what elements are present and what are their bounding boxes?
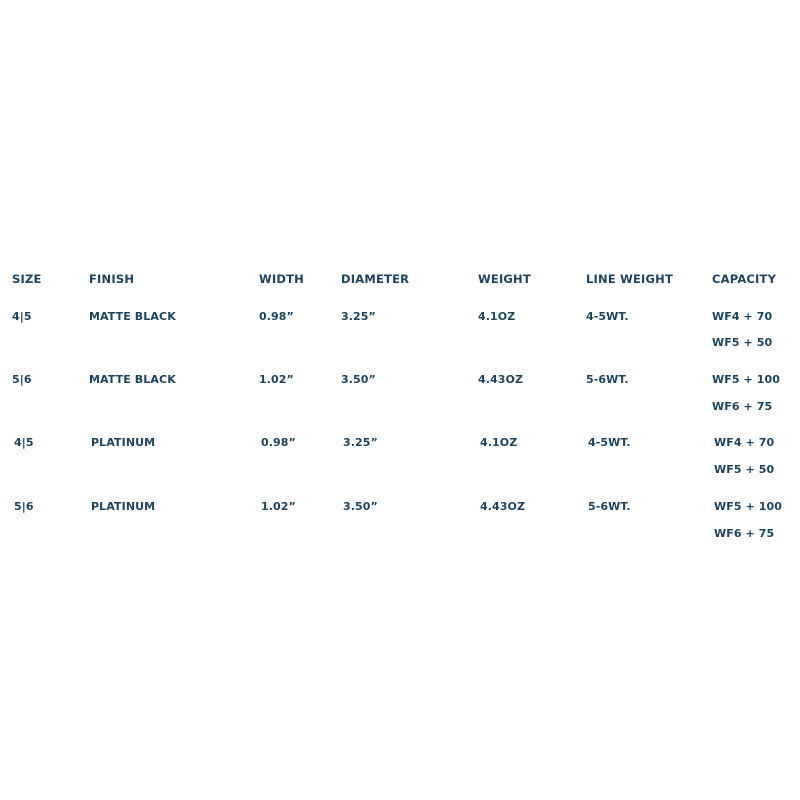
cell-diameter: 3.25” (343, 436, 378, 449)
cell-line-weight: 5-6WT. (588, 500, 631, 513)
header-capacity: CAPACITY (712, 272, 777, 286)
cell-width: 0.98” (259, 310, 294, 323)
cell-size: 5|6 (12, 373, 32, 386)
cell-capacity-2: WF6 + 75 (714, 527, 775, 540)
cell-finish: PLATINUM (91, 436, 156, 449)
cell-capacity-1: WF5 + 100 (714, 500, 783, 513)
cell-line-weight: 5-6WT. (586, 373, 629, 386)
cell-line-weight: 4-5WT. (588, 436, 631, 449)
cell-capacity-2: WF5 + 50 (712, 336, 773, 349)
cell-size: 5|6 (14, 500, 34, 513)
cell-weight: 4.1OZ (480, 436, 518, 449)
cell-weight: 4.43OZ (480, 500, 526, 513)
cell-width: 1.02” (261, 500, 296, 513)
cell-weight: 4.43OZ (478, 373, 524, 386)
cell-diameter: 3.50” (343, 500, 378, 513)
cell-capacity-2: WF5 + 50 (714, 463, 775, 476)
cell-size: 4|5 (12, 310, 32, 323)
header-line-weight: LINE WEIGHT (586, 272, 674, 286)
cell-capacity-2: WF6 + 75 (712, 400, 773, 413)
header-size: SIZE (12, 272, 42, 286)
cell-finish: PLATINUM (91, 500, 156, 513)
cell-width: 0.98” (261, 436, 296, 449)
cell-finish: MATTE BLACK (89, 373, 176, 386)
cell-width: 1.02” (259, 373, 294, 386)
header-weight: WEIGHT (478, 272, 531, 286)
header-finish: FINISH (89, 272, 135, 286)
cell-capacity-1: WF4 + 70 (712, 310, 773, 323)
header-width: WIDTH (259, 272, 304, 286)
cell-line-weight: 4-5WT. (586, 310, 629, 323)
cell-finish: MATTE BLACK (89, 310, 176, 323)
cell-capacity-1: WF5 + 100 (712, 373, 781, 386)
header-diameter: DIAMETER (341, 272, 410, 286)
cell-capacity-1: WF4 + 70 (714, 436, 775, 449)
cell-weight: 4.1OZ (478, 310, 516, 323)
cell-diameter: 3.50” (341, 373, 376, 386)
cell-size: 4|5 (14, 436, 34, 449)
cell-diameter: 3.25” (341, 310, 376, 323)
